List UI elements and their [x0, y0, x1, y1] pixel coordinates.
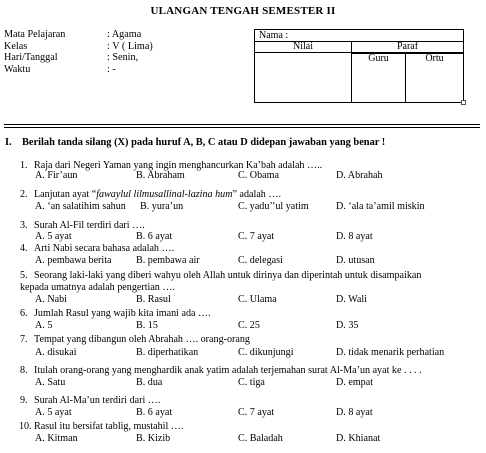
option-a[interactable]: A. Satu — [35, 377, 66, 388]
option-d[interactable]: D. Abrahah — [336, 170, 383, 181]
option-c[interactable]: C. 7 ayat — [238, 407, 275, 418]
option-b[interactable]: B. 6 ayat — [136, 407, 173, 418]
teacher-label: Guru — [368, 53, 389, 64]
option-a[interactable]: A. Kitman — [35, 433, 78, 444]
info-label: Hari/Tanggal — [4, 52, 58, 64]
option-c[interactable]: C. yadu’’ul yatim — [238, 201, 309, 212]
score-label: Nilai — [293, 41, 313, 52]
question-text: Surah Al-Ma’un terdiri dari …. — [34, 395, 161, 406]
signature-label: Paraf — [396, 41, 419, 52]
option-d[interactable]: D. 35 — [336, 320, 359, 331]
option-b[interactable]: B. yura’un — [140, 201, 184, 212]
option-a[interactable]: A. 5 — [35, 320, 53, 331]
question-number: 9. — [20, 395, 28, 406]
option-a[interactable]: A. Nabi — [35, 294, 67, 305]
option-d[interactable]: D. empat — [336, 377, 373, 388]
option-c[interactable]: C. 7 ayat — [238, 231, 275, 242]
option-a[interactable]: A. Fir’aun — [35, 170, 78, 181]
question-number: 3. — [20, 220, 28, 231]
option-c[interactable]: C. Ulama — [238, 294, 277, 305]
info-label: Kelas — [4, 40, 28, 52]
parent-label: Ortu — [425, 53, 444, 64]
option-d[interactable]: D. Wali — [336, 294, 367, 305]
question-number: 4. — [20, 243, 28, 254]
question-text: Rasul itu bersifat tablig, mustahil …. — [34, 421, 184, 432]
student-info — [4, 29, 244, 75]
divider-line — [4, 127, 480, 128]
info-row-date — [4, 52, 244, 64]
question-text: Tempat yang dibangun oleh Abrahah …. orang-orang — [34, 334, 250, 345]
option-b[interactable]: B. Abraham — [136, 170, 185, 181]
info-row-class — [4, 41, 244, 53]
question-text-post: ” adalah …. — [232, 189, 281, 200]
question-number: 8. — [20, 365, 28, 376]
question-text: kepada umatnya adalah pengertian …. — [20, 282, 175, 293]
section-number: I. — [5, 137, 12, 148]
option-b[interactable]: B. 15 — [136, 320, 158, 331]
question-text: Itulah orang-orang yang menghardik anak yatim adalah terjemahan surat Al-Ma’un ayat ke . . . . — [34, 365, 422, 376]
resize-handle-icon[interactable] — [461, 100, 466, 105]
option-d[interactable]: D. 8 ayat — [336, 407, 373, 418]
question-text: Seorang laki-laki yang diberi wahyu oleh Allah untuk dirinya dan diperintah untuk disampaikan — [34, 270, 422, 281]
question-text: Arti Nabi secara bahasa adalah …. — [34, 243, 175, 254]
option-b[interactable]: B. 6 ayat — [136, 231, 173, 242]
info-row-subject — [4, 29, 244, 41]
question-number: 6. — [20, 308, 28, 319]
question-number: 1. — [20, 160, 28, 171]
instruction-text: Berilah tanda silang (X) pada huruf A, B, C atau D didepan jawaban yang benar ! — [22, 137, 386, 148]
option-a[interactable]: A. 5 ayat — [35, 231, 72, 242]
option-d[interactable]: D. tidak menarik perhatian — [336, 347, 445, 358]
option-b[interactable]: B. Rasul — [136, 294, 171, 305]
option-d[interactable]: D. utusan — [336, 255, 375, 266]
option-c[interactable]: C. Baladah — [238, 433, 283, 444]
info-value: : Agama — [107, 29, 142, 40]
question-number: 2. — [20, 189, 28, 200]
option-a[interactable]: A. ‘an salatihim sahun — [35, 201, 126, 212]
option-c[interactable]: C. delegasi — [238, 255, 283, 266]
grade-box[interactable] — [254, 29, 464, 103]
info-value: : - — [107, 63, 116, 75]
question-text: Surah Al-Fil terdiri dari …. — [34, 220, 145, 231]
info-label: Waktu — [4, 63, 31, 75]
option-b[interactable]: B. diperhatikan — [136, 347, 199, 358]
question-text-italic: fawaylul lilmusallinal-lazina hum — [96, 189, 233, 200]
option-b[interactable]: B. pembawa air — [136, 255, 200, 266]
option-a[interactable]: A. disukai — [35, 347, 77, 358]
option-b[interactable]: B. Kizib — [136, 433, 171, 444]
option-c[interactable]: C. 25 — [238, 320, 260, 331]
question-text: Raja dari Negeri Yaman yang ingin menghancurkan Ka’bah adalah ….. — [34, 160, 323, 171]
question-number: 5. — [20, 270, 28, 281]
info-value: : V ( Lima) — [107, 40, 153, 52]
option-d[interactable]: D. Khianat — [336, 433, 381, 444]
option-a[interactable]: A. 5 ayat — [35, 407, 72, 418]
question-text: Jumlah Rasul yang wajib kita imani ada …. — [34, 308, 211, 319]
question-text — [34, 189, 281, 200]
section-instruction — [5, 137, 385, 148]
option-a[interactable]: A. pembawa berita — [35, 255, 112, 266]
option-b[interactable]: B. dua — [136, 377, 163, 388]
question-text-pre: Lanjutan ayat “ — [34, 189, 97, 200]
option-c[interactable]: C. dikunjungi — [238, 347, 294, 358]
option-c[interactable]: C. Obama — [238, 170, 279, 181]
name-label: Nama : — [259, 30, 289, 41]
divider-line — [4, 124, 480, 125]
option-d[interactable]: D. 8 ayat — [336, 231, 373, 242]
option-c[interactable]: C. tiga — [238, 377, 265, 388]
question-number: 7. — [20, 334, 28, 345]
info-row-time — [4, 64, 244, 76]
info-value: : Senin, — [107, 52, 139, 64]
exam-title: ULANGAN TENGAH SEMESTER II — [150, 5, 336, 17]
question-number: 10. — [19, 421, 32, 432]
option-d[interactable]: D. ‘ala ta’amil miskin — [336, 201, 425, 212]
info-label: Mata Pelajaran — [4, 29, 66, 40]
